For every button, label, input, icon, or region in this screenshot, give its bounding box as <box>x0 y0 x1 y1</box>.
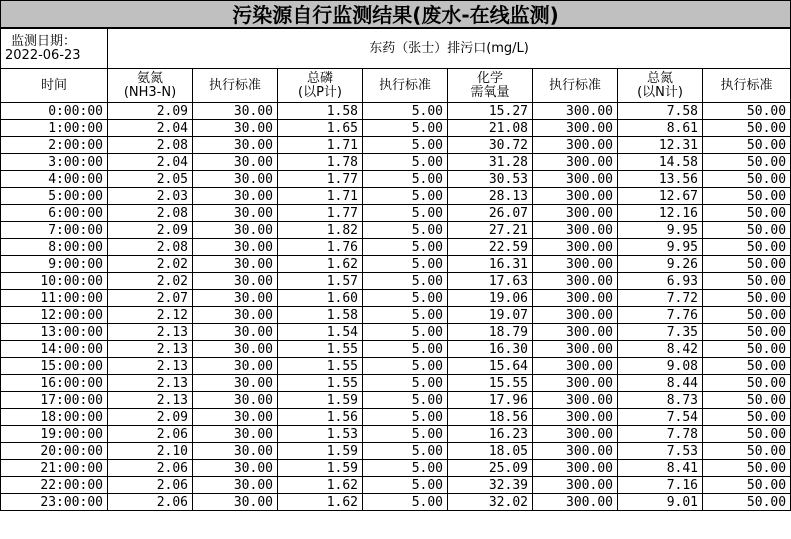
value-cell: 2.09 <box>108 409 193 426</box>
value-cell: 300.00 <box>533 375 618 392</box>
table-row <box>1 307 791 324</box>
value-cell: 300.00 <box>533 341 618 358</box>
table-row <box>1 154 791 171</box>
table-row <box>1 273 791 290</box>
value-cell: 1.55 <box>278 341 363 358</box>
value-cell: 1.65 <box>278 120 363 137</box>
value-cell: 30.00 <box>193 307 278 324</box>
value-cell: 300.00 <box>533 409 618 426</box>
time-cell: 18:00:00 <box>1 409 108 426</box>
value-cell: 19.06 <box>448 290 533 307</box>
value-cell: 1.71 <box>278 188 363 205</box>
value-cell: 5.00 <box>363 460 448 477</box>
value-cell: 5.00 <box>363 154 448 171</box>
column-header <box>193 69 278 103</box>
date-label: 监测日期： <box>11 33 77 49</box>
value-cell: 32.39 <box>448 477 533 494</box>
table-row <box>1 375 791 392</box>
value-cell: 5.00 <box>363 256 448 273</box>
value-cell: 8.42 <box>618 341 703 358</box>
value-cell: 50.00 <box>703 171 791 188</box>
column-header-line: 总磷 <box>306 70 333 86</box>
value-cell: 7.76 <box>618 307 703 324</box>
value-cell: 30.00 <box>193 460 278 477</box>
value-cell: 30.00 <box>193 137 278 154</box>
column-header-line: 执行标准 <box>720 77 773 93</box>
value-cell: 2.08 <box>108 239 193 256</box>
value-cell: 16.23 <box>448 426 533 443</box>
value-cell: 19.07 <box>448 307 533 324</box>
value-cell: 300.00 <box>533 256 618 273</box>
value-cell: 30.53 <box>448 171 533 188</box>
column-header-line: 氨氮 <box>136 70 163 86</box>
column-header <box>448 69 533 103</box>
value-cell: 300.00 <box>533 460 618 477</box>
value-cell: 30.00 <box>193 341 278 358</box>
value-cell: 30.72 <box>448 137 533 154</box>
value-cell: 12.31 <box>618 137 703 154</box>
value-cell: 1.59 <box>278 443 363 460</box>
value-cell: 2.08 <box>108 205 193 222</box>
table-row <box>1 137 791 154</box>
value-cell: 25.09 <box>448 460 533 477</box>
value-cell: 9.08 <box>618 358 703 375</box>
value-cell: 5.00 <box>363 375 448 392</box>
monitoring-table <box>0 28 791 511</box>
value-cell: 7.54 <box>618 409 703 426</box>
time-cell: 23:00:00 <box>1 494 108 511</box>
table-row <box>1 205 791 222</box>
table-row <box>1 290 791 307</box>
value-cell: 9.95 <box>618 239 703 256</box>
value-cell: 300.00 <box>533 392 618 409</box>
table-row <box>1 120 791 137</box>
column-header <box>363 69 448 103</box>
date-cell <box>1 29 108 69</box>
value-cell: 30.00 <box>193 375 278 392</box>
value-cell: 50.00 <box>703 205 791 222</box>
value-cell: 1.55 <box>278 375 363 392</box>
value-cell: 1.59 <box>278 392 363 409</box>
time-cell: 16:00:00 <box>1 375 108 392</box>
value-cell: 50.00 <box>703 375 791 392</box>
site-header-row <box>1 29 791 69</box>
value-cell: 50.00 <box>703 409 791 426</box>
value-cell: 300.00 <box>533 205 618 222</box>
value-cell: 300.00 <box>533 188 618 205</box>
table-row <box>1 392 791 409</box>
table-row <box>1 239 791 256</box>
value-cell: 300.00 <box>533 120 618 137</box>
value-cell: 5.00 <box>363 239 448 256</box>
value-cell: 2.06 <box>108 426 193 443</box>
table-row <box>1 222 791 239</box>
value-cell: 1.57 <box>278 273 363 290</box>
time-cell: 4:00:00 <box>1 171 108 188</box>
time-cell: 5:00:00 <box>1 188 108 205</box>
column-header <box>278 69 363 103</box>
value-cell: 15.64 <box>448 358 533 375</box>
value-cell: 7.16 <box>618 477 703 494</box>
value-cell: 5.00 <box>363 273 448 290</box>
value-cell: 300.00 <box>533 239 618 256</box>
value-cell: 50.00 <box>703 273 791 290</box>
value-cell: 22.59 <box>448 239 533 256</box>
value-cell: 12.16 <box>618 205 703 222</box>
value-cell: 300.00 <box>533 273 618 290</box>
site-name: 东药（张士）排污口(mg/L) <box>108 29 791 69</box>
value-cell: 30.00 <box>193 205 278 222</box>
value-cell: 50.00 <box>703 443 791 460</box>
value-cell: 14.58 <box>618 154 703 171</box>
table-row <box>1 443 791 460</box>
value-cell: 5.00 <box>363 103 448 120</box>
value-cell: 2.13 <box>108 324 193 341</box>
value-cell: 300.00 <box>533 307 618 324</box>
column-header-subline: 需氧量 <box>470 84 510 100</box>
value-cell: 50.00 <box>703 290 791 307</box>
value-cell: 50.00 <box>703 120 791 137</box>
value-cell: 300.00 <box>533 137 618 154</box>
value-cell: 30.00 <box>193 392 278 409</box>
value-cell: 300.00 <box>533 103 618 120</box>
time-cell: 14:00:00 <box>1 341 108 358</box>
value-cell: 1.56 <box>278 409 363 426</box>
column-header <box>618 69 703 103</box>
value-cell: 16.30 <box>448 341 533 358</box>
table-row <box>1 256 791 273</box>
column-header-line: 执行标准 <box>548 77 601 93</box>
value-cell: 8.73 <box>618 392 703 409</box>
value-cell: 30.00 <box>193 273 278 290</box>
value-cell: 5.00 <box>363 426 448 443</box>
value-cell: 1.77 <box>278 205 363 222</box>
column-header-line: 时间 <box>40 77 67 93</box>
time-cell: 2:00:00 <box>1 137 108 154</box>
value-cell: 1.82 <box>278 222 363 239</box>
value-cell: 18.79 <box>448 324 533 341</box>
value-cell: 2.04 <box>108 120 193 137</box>
value-cell: 30.00 <box>193 120 278 137</box>
column-header-line: 执行标准 <box>378 77 431 93</box>
time-cell: 20:00:00 <box>1 443 108 460</box>
column-header-line: 总氮 <box>646 70 673 86</box>
column-header-row <box>1 69 791 103</box>
time-cell: 15:00:00 <box>1 358 108 375</box>
value-cell: 27.21 <box>448 222 533 239</box>
time-cell: 10:00:00 <box>1 273 108 290</box>
value-cell: 21.08 <box>448 120 533 137</box>
value-cell: 5.00 <box>363 358 448 375</box>
value-cell: 50.00 <box>703 103 791 120</box>
table-row <box>1 324 791 341</box>
value-cell: 5.00 <box>363 392 448 409</box>
value-cell: 300.00 <box>533 324 618 341</box>
table-body <box>1 29 791 511</box>
time-cell: 19:00:00 <box>1 426 108 443</box>
time-cell: 9:00:00 <box>1 256 108 273</box>
value-cell: 8.41 <box>618 460 703 477</box>
value-cell: 2.10 <box>108 443 193 460</box>
value-cell: 1.54 <box>278 324 363 341</box>
value-cell: 50.00 <box>703 324 791 341</box>
value-cell: 300.00 <box>533 290 618 307</box>
value-cell: 5.00 <box>363 222 448 239</box>
value-cell: 5.00 <box>363 120 448 137</box>
value-cell: 30.00 <box>193 477 278 494</box>
value-cell: 30.00 <box>193 443 278 460</box>
value-cell: 5.00 <box>363 290 448 307</box>
time-cell: 7:00:00 <box>1 222 108 239</box>
column-header <box>703 69 791 103</box>
value-cell: 13.56 <box>618 171 703 188</box>
value-cell: 300.00 <box>533 426 618 443</box>
time-cell: 8:00:00 <box>1 239 108 256</box>
value-cell: 2.13 <box>108 392 193 409</box>
value-cell: 50.00 <box>703 239 791 256</box>
value-cell: 9.95 <box>618 222 703 239</box>
value-cell: 8.44 <box>618 375 703 392</box>
value-cell: 7.58 <box>618 103 703 120</box>
value-cell: 9.26 <box>618 256 703 273</box>
time-cell: 13:00:00 <box>1 324 108 341</box>
value-cell: 2.13 <box>108 375 193 392</box>
value-cell: 30.00 <box>193 154 278 171</box>
value-cell: 7.35 <box>618 324 703 341</box>
value-cell: 1.55 <box>278 358 363 375</box>
value-cell: 30.00 <box>193 103 278 120</box>
column-header-line: 执行标准 <box>208 77 261 93</box>
time-cell: 0:00:00 <box>1 103 108 120</box>
value-cell: 2.08 <box>108 137 193 154</box>
value-cell: 50.00 <box>703 460 791 477</box>
table-row <box>1 103 791 120</box>
time-cell: 1:00:00 <box>1 120 108 137</box>
value-cell: 300.00 <box>533 494 618 511</box>
value-cell: 1.76 <box>278 239 363 256</box>
value-cell: 2.07 <box>108 290 193 307</box>
value-cell: 50.00 <box>703 477 791 494</box>
column-header-line: 化学 <box>476 70 503 86</box>
value-cell: 2.13 <box>108 358 193 375</box>
time-cell: 17:00:00 <box>1 392 108 409</box>
value-cell: 2.04 <box>108 154 193 171</box>
value-cell: 5.00 <box>363 137 448 154</box>
table-row <box>1 494 791 511</box>
value-cell: 15.55 <box>448 375 533 392</box>
time-cell: 11:00:00 <box>1 290 108 307</box>
value-cell: 300.00 <box>533 154 618 171</box>
value-cell: 50.00 <box>703 494 791 511</box>
value-cell: 2.12 <box>108 307 193 324</box>
time-cell: 22:00:00 <box>1 477 108 494</box>
value-cell: 30.00 <box>193 188 278 205</box>
value-cell: 300.00 <box>533 358 618 375</box>
value-cell: 1.77 <box>278 171 363 188</box>
time-cell: 21:00:00 <box>1 460 108 477</box>
value-cell: 50.00 <box>703 154 791 171</box>
value-cell: 1.59 <box>278 460 363 477</box>
value-cell: 2.02 <box>108 273 193 290</box>
value-cell: 2.06 <box>108 477 193 494</box>
value-cell: 7.53 <box>618 443 703 460</box>
value-cell: 5.00 <box>363 205 448 222</box>
value-cell: 2.13 <box>108 341 193 358</box>
value-cell: 1.62 <box>278 494 363 511</box>
value-cell: 300.00 <box>533 477 618 494</box>
value-cell: 30.00 <box>193 290 278 307</box>
value-cell: 31.28 <box>448 154 533 171</box>
value-cell: 5.00 <box>363 477 448 494</box>
time-cell: 12:00:00 <box>1 307 108 324</box>
value-cell: 5.00 <box>363 409 448 426</box>
value-cell: 26.07 <box>448 205 533 222</box>
value-cell: 30.00 <box>193 358 278 375</box>
value-cell: 50.00 <box>703 188 791 205</box>
column-header <box>108 69 193 103</box>
value-cell: 8.61 <box>618 120 703 137</box>
value-cell: 32.02 <box>448 494 533 511</box>
value-cell: 5.00 <box>363 188 448 205</box>
value-cell: 300.00 <box>533 222 618 239</box>
value-cell: 1.60 <box>278 290 363 307</box>
value-cell: 1.62 <box>278 256 363 273</box>
column-header-subline: (以N计) <box>637 84 683 100</box>
value-cell: 2.03 <box>108 188 193 205</box>
value-cell: 7.72 <box>618 290 703 307</box>
value-cell: 5.00 <box>363 324 448 341</box>
value-cell: 18.05 <box>448 443 533 460</box>
column-header-subline: (NH3-N) <box>123 84 177 100</box>
value-cell: 2.05 <box>108 171 193 188</box>
value-cell: 16.31 <box>448 256 533 273</box>
table-row <box>1 426 791 443</box>
value-cell: 1.62 <box>278 477 363 494</box>
value-cell: 6.93 <box>618 273 703 290</box>
column-header <box>1 69 108 103</box>
value-cell: 5.00 <box>363 494 448 511</box>
value-cell: 9.01 <box>618 494 703 511</box>
value-cell: 15.27 <box>448 103 533 120</box>
value-cell: 2.09 <box>108 222 193 239</box>
value-cell: 30.00 <box>193 494 278 511</box>
value-cell: 1.58 <box>278 307 363 324</box>
value-cell: 5.00 <box>363 307 448 324</box>
value-cell: 50.00 <box>703 222 791 239</box>
table-row <box>1 341 791 358</box>
value-cell: 5.00 <box>363 443 448 460</box>
value-cell: 2.09 <box>108 103 193 120</box>
value-cell: 30.00 <box>193 239 278 256</box>
value-cell: 30.00 <box>193 171 278 188</box>
value-cell: 7.78 <box>618 426 703 443</box>
value-cell: 5.00 <box>363 341 448 358</box>
value-cell: 18.56 <box>448 409 533 426</box>
value-cell: 50.00 <box>703 137 791 154</box>
value-cell: 1.58 <box>278 103 363 120</box>
value-cell: 28.13 <box>448 188 533 205</box>
report-title: 污染源自行监测结果(废水-在线监测) <box>0 0 791 28</box>
table-row <box>1 358 791 375</box>
column-header-subline: (以P计) <box>298 84 342 100</box>
value-cell: 50.00 <box>703 307 791 324</box>
value-cell: 30.00 <box>193 409 278 426</box>
value-cell: 17.96 <box>448 392 533 409</box>
value-cell: 50.00 <box>703 358 791 375</box>
value-cell: 30.00 <box>193 256 278 273</box>
value-cell: 1.53 <box>278 426 363 443</box>
value-cell: 50.00 <box>703 426 791 443</box>
value-cell: 50.00 <box>703 392 791 409</box>
date-value: 2022-06-23 <box>5 47 81 63</box>
value-cell: 2.02 <box>108 256 193 273</box>
value-cell: 17.63 <box>448 273 533 290</box>
value-cell: 50.00 <box>703 256 791 273</box>
value-cell: 300.00 <box>533 171 618 188</box>
time-cell: 3:00:00 <box>1 154 108 171</box>
value-cell: 5.00 <box>363 171 448 188</box>
value-cell: 50.00 <box>703 341 791 358</box>
table-row <box>1 188 791 205</box>
column-header <box>533 69 618 103</box>
value-cell: 30.00 <box>193 222 278 239</box>
value-cell: 1.78 <box>278 154 363 171</box>
value-cell: 300.00 <box>533 443 618 460</box>
value-cell: 30.00 <box>193 426 278 443</box>
table-row <box>1 171 791 188</box>
table-row <box>1 409 791 426</box>
table-row <box>1 477 791 494</box>
time-cell: 6:00:00 <box>1 205 108 222</box>
value-cell: 12.67 <box>618 188 703 205</box>
value-cell: 2.06 <box>108 460 193 477</box>
value-cell: 2.06 <box>108 494 193 511</box>
value-cell: 1.71 <box>278 137 363 154</box>
table-row <box>1 460 791 477</box>
value-cell: 30.00 <box>193 324 278 341</box>
